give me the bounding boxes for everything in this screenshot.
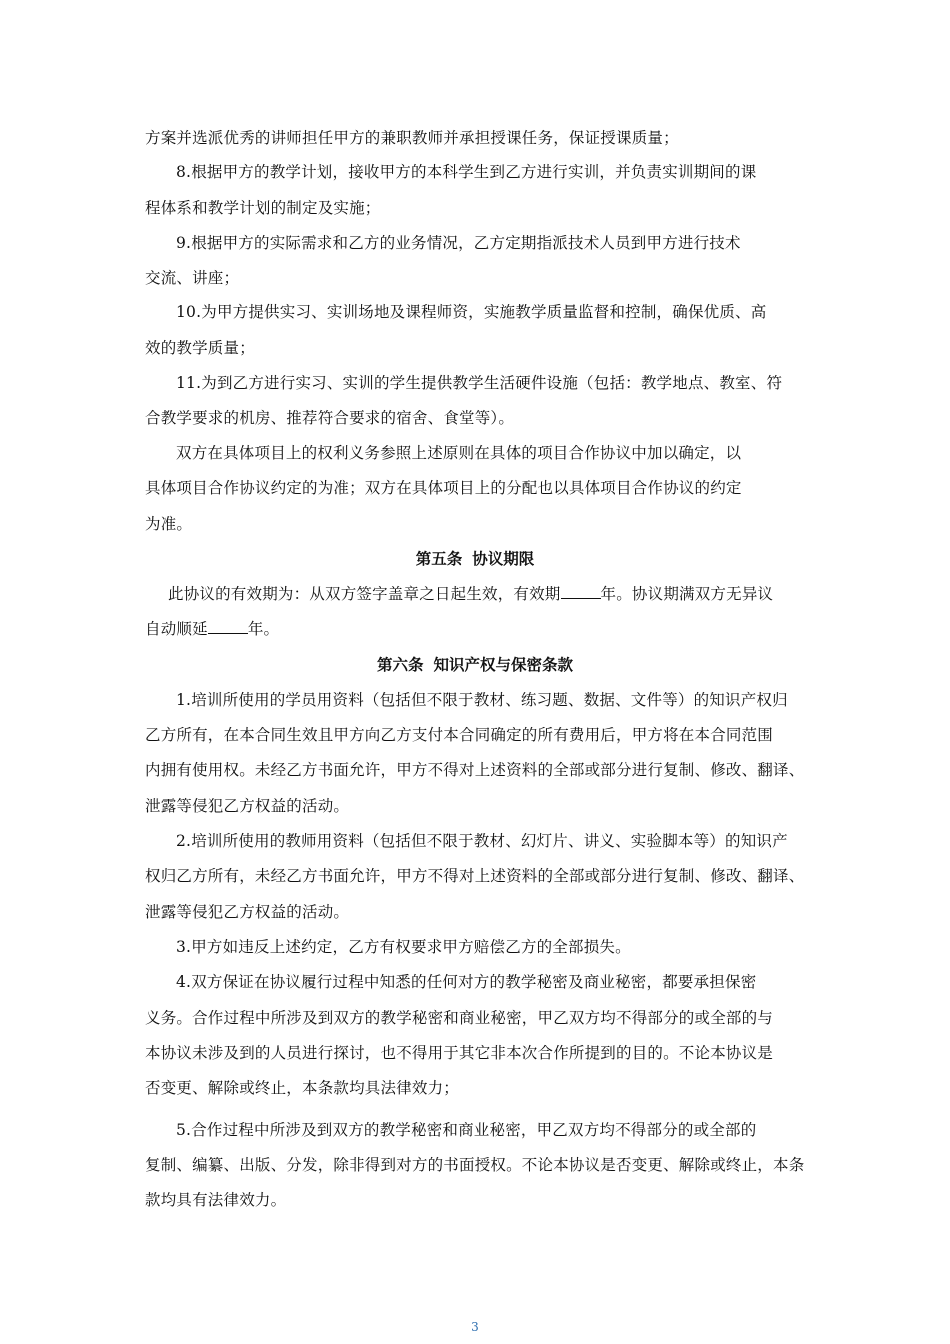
- paragraph-line: 具体项目合作协议约定的为准；双方在具体项目上的分配也以具体项目合作协议的约定: [145, 479, 742, 497]
- paragraph-line: 10.为甲方提供实习、实训场地及课程师资，实施教学质量监督和控制，确保优质、高: [176, 303, 767, 321]
- term-text-b: 年。协议期满双方无异议: [600, 585, 774, 603]
- paragraph-line: 3.甲方如违反上述约定，乙方有权要求甲方赔偿乙方的全部损失。: [176, 938, 631, 956]
- paragraph-line: 4.双方保证在协议履行过程中知悉的任何对方的教学秘密及商业秘密，都要承担保密: [176, 973, 757, 991]
- section-5-number: 第五条: [415, 550, 463, 568]
- term-line-1: [168, 584, 828, 604]
- page-number: 3: [471, 1320, 479, 1334]
- paragraph-line: 本协议未涉及到的人员进行探讨，也不得用于其它非本次合作所提到的目的。不论本协议是: [145, 1044, 774, 1062]
- paragraph-line: 交流、讲座；: [145, 269, 240, 287]
- section-5-heading: [0, 549, 950, 569]
- paragraph-line: 2.培训所使用的教师用资料（包括但不限于教材、幻灯片、讲义、实验脚本等）的知识产: [176, 832, 788, 850]
- renew-text-b: 年。: [247, 620, 280, 638]
- paragraph-line: 合教学要求的机房、推荐符合要求的宿舍、食堂等）。: [145, 409, 515, 427]
- paragraph-line: 泄露等侵犯乙方权益的活动。: [145, 903, 350, 921]
- paragraph-line: 程体系和教学计划的制定及实施；: [145, 199, 381, 217]
- paragraph-line: 款均具有法律效力。: [145, 1191, 287, 1209]
- term-years-blank: [561, 584, 601, 599]
- paragraph-line: 泄露等侵犯乙方权益的活动。: [145, 797, 350, 815]
- paragraph-line: 为准。: [145, 515, 193, 533]
- paragraph-line: 双方在具体项目上的权利义务参照上述原则在具体的项目合作协议中加以确定，以: [176, 444, 742, 462]
- paragraph-line: 11.为到乙方进行实习、实训的学生提供教学生活硬件设施（包括：教学地点、教室、符: [176, 374, 783, 392]
- paragraph-line: 1.培训所使用的学员用资料（包括但不限于教材、练习题、数据、文件等）的知识产权归: [176, 691, 788, 709]
- term-text-a: 此协议的有效期为：从双方签字盖章之日起生效，有效期: [168, 585, 561, 603]
- paragraph-line: 内拥有使用权。未经乙方书面允许，甲方不得对上述资料的全部或部分进行复制、修改、翻译、: [145, 761, 805, 779]
- paragraph-line: 5.合作过程中所涉及到双方的教学秘密和商业秘密，甲乙双方均不得部分的或全部的: [176, 1121, 757, 1139]
- paragraph-line: 方案并选派优秀的讲师担任甲方的兼职教师并承担授课任务，保证授课质量；: [145, 129, 679, 147]
- paragraph-line: 乙方所有，在本合同生效且甲方向乙方支付本合同确定的所有费用后，甲方将在本合同范围: [145, 726, 774, 744]
- paragraph-line: 8.根据甲方的教学计划，接收甲方的本科学生到乙方进行实训，并负责实训期间的课: [176, 163, 757, 181]
- section-6-number: 第六条: [376, 656, 424, 674]
- paragraph-line: 否变更、解除或终止，本条款均具法律效力；: [145, 1079, 460, 1097]
- section-5-title: 协议期限: [472, 550, 535, 568]
- section-6-title: 知识产权与保密条款: [433, 656, 574, 674]
- renew-text-a: 自动顺延: [145, 620, 208, 638]
- paragraph-line: 效的教学质量；: [145, 339, 255, 357]
- paragraph-line: 9.根据甲方的实际需求和乙方的业务情况，乙方定期指派技术人员到甲方进行技术: [176, 234, 741, 252]
- term-line-2: [145, 619, 805, 639]
- renew-years-blank: [208, 619, 248, 634]
- paragraph-line: 权归乙方所有，未经乙方书面允许，甲方不得对上述资料的全部或部分进行复制、修改、翻译、: [145, 867, 805, 885]
- paragraph-line: 义务。合作过程中所涉及到双方的教学秘密和商业秘密，甲乙双方均不得部分的或全部的与: [145, 1009, 774, 1027]
- paragraph-line: 复制、编纂、出版、分发，除非得到对方的书面授权。不论本协议是否变更、解除或终止，本条: [145, 1156, 805, 1174]
- section-6-heading: [0, 655, 950, 675]
